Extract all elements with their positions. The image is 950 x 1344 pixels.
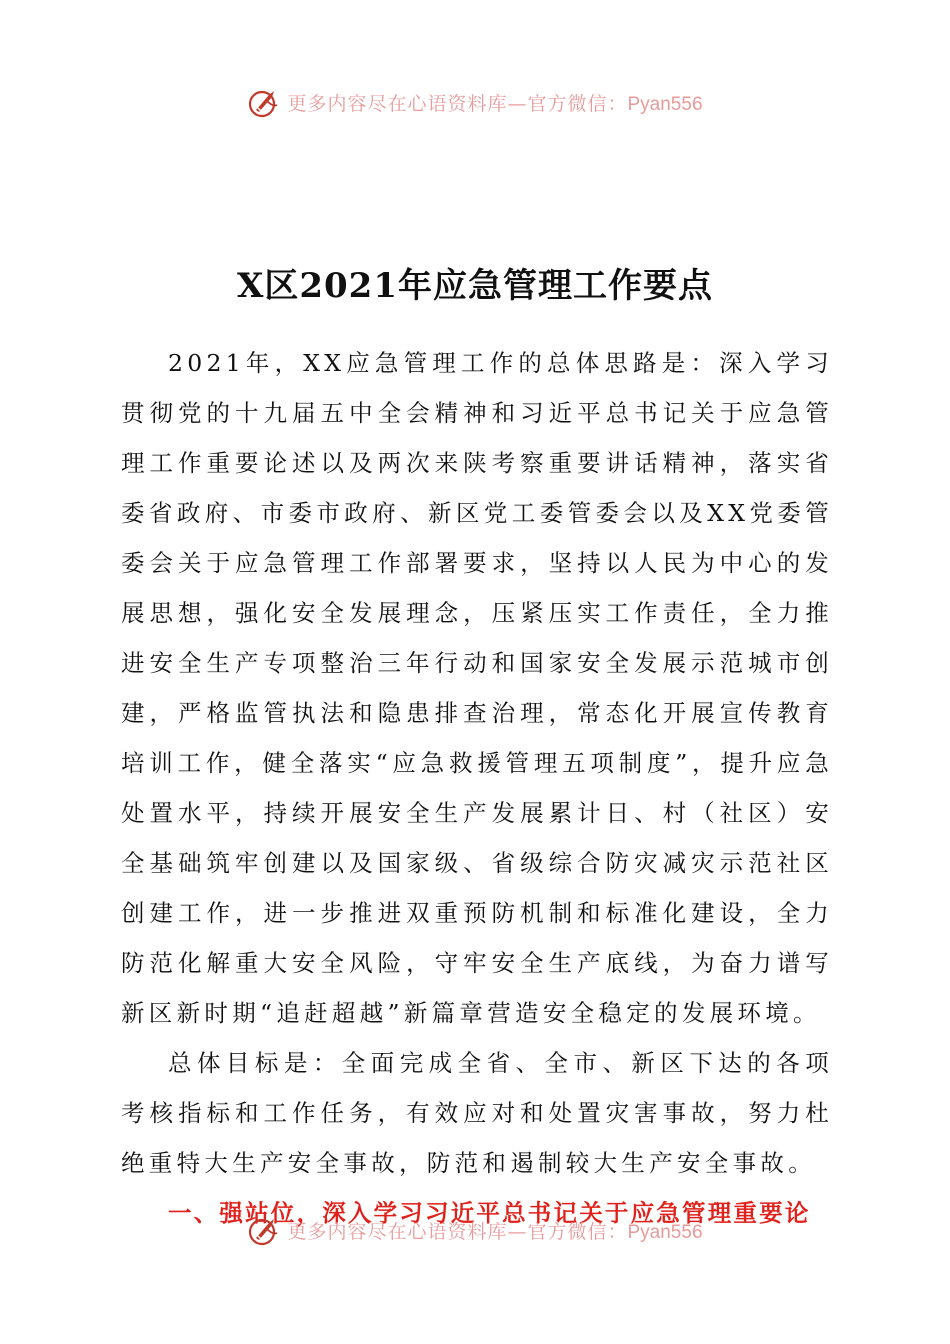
paragraph-overall-goal: 总体目标是：全面完成全省、全市、新区下达的各项考核指标和工作任务，有效应对和处置灾害事故，努力杜绝重特大生产安全事故，防范和遏制较大生产安全事故。	[121, 1049, 833, 1177]
watermark-wechat-id: Pyan556	[627, 93, 703, 115]
watermark-footer	[0, 1210, 950, 1250]
watermark-text: 更多内容尽在心语资料库—官方微信：Pyan556	[287, 1220, 703, 1243]
pen-nib-logo-icon	[247, 85, 281, 119]
watermark-header	[0, 82, 950, 122]
document-title: X区2021年应急管理工作要点	[236, 266, 713, 306]
paragraph-overall-approach: 2021年，XX应急管理工作的总体思路是：深入学习贯彻党的十九届五中全会精神和习近平总书记关于应急管理工作重要论述以及两次来陕考察重要讲话精神，落实省委省政府、市委市政府、新区党工委管委会以及XX党委管委会关于应急管理工作部署要求，坚持以人民为中心的发展思想，强化安全发展理念，压紧压实工作责任，全力推进安全生产专项整治三年行动和国家安全发展示范城市创建，严格监管执法和隐患排查治理，常态化开展宣传教育培训工作，健全落实“应急救援管理五项制度”，提升应急处置水平，持续开展安全生产发展累计日、村（社区）安全基础筑牢创建以及国家级、省级综合防灾减灾示范社区创建工作，进一步推进双重预防机制和标准化建设，全力防范化解重大安全风险，守牢安全生产底线，为奋力谱写新区新时期“追赶超越”新篇章营造安全稳定的发展环境。	[121, 349, 833, 1027]
document-body	[121, 338, 833, 1238]
watermark-text: 更多内容尽在心语资料库—官方微信：Pyan556	[287, 92, 703, 115]
section-heading-1: 一、强站位，深入学习习近平总书记关于应急管理重要论	[168, 1199, 811, 1227]
pen-nib-logo-icon	[247, 1213, 281, 1247]
watermark-wechat-id: Pyan556	[627, 1221, 703, 1243]
